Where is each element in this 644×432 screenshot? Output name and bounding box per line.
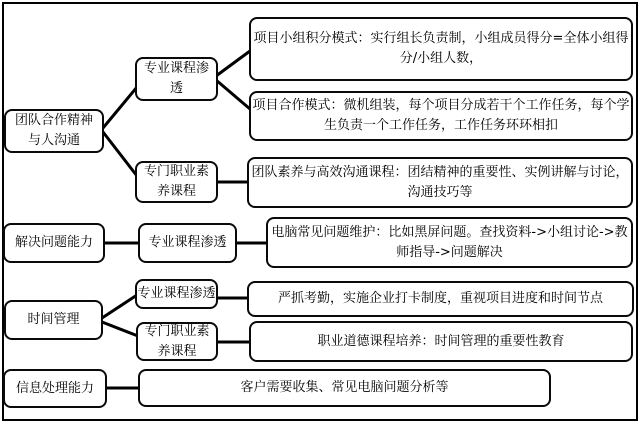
connector-time-to-quality xyxy=(102,322,138,336)
node-label-line: 团队合作精神 xyxy=(14,113,93,128)
node-detail-cooperation-mode: 项目合作模式：微机组装，每个项目分成若干个工作任务，每个学生负责一个工作任务，工作任务环环相扣 xyxy=(249,91,633,141)
node-detail-team-course: 团队素养与高效沟通课程：团结精神的重要性、实例讲解与讨论，沟通技巧等 xyxy=(247,157,633,208)
node-time-course-infiltration: 专业课程渗透 xyxy=(135,279,218,309)
node-info-processing-competency: 信息处理能力 xyxy=(3,369,107,408)
node-problem-course-infiltration: 专业课程渗透 xyxy=(138,223,237,263)
node-time-professional-quality xyxy=(136,322,218,361)
node-teamwork-course-infiltration xyxy=(135,57,218,101)
node-teamwork-competency xyxy=(4,109,104,153)
node-detail-points-mode: 项目小组积分模式：实行组长负责制，小组成员得分=全体小组得分/小组人数， xyxy=(249,17,633,81)
node-detail-ethics-course: 职业道德课程培养：时间管理的重要性教育 xyxy=(249,321,633,362)
node-label-line: 专门职业素 xyxy=(144,323,210,339)
node-problem-solving-competency: 解决问题能力 xyxy=(3,223,105,263)
node-detail-attendance: 严抓考勤，实施企业打卡制度，重视项目进度和时间节点 xyxy=(247,281,634,317)
node-label-line: 专门职业素 xyxy=(143,164,209,179)
node-label-line: 专业课程渗 xyxy=(143,61,209,76)
node-label-line: 养课程 xyxy=(157,343,197,359)
node-detail-computer-maintenance: 电脑常见问题维护：比如黑屏问题。查找资料->小组讨论->教师指导->问题解决 xyxy=(266,217,633,268)
connector-teamwork-to-infiltration xyxy=(103,87,137,128)
node-time-management-competency: 时间管理 xyxy=(4,300,103,340)
connector-infiltration-to-cooperation xyxy=(216,80,250,109)
node-teamwork-professional-quality xyxy=(135,161,218,203)
node-detail-customer-needs: 客户需要收集、常见电脑问题分析等 xyxy=(138,369,551,407)
connector-teamwork-to-quality xyxy=(103,132,137,176)
node-label-line: 透 xyxy=(169,81,183,96)
node-label-line: 与人沟通 xyxy=(27,133,80,148)
connector-time-to-infiltration xyxy=(102,295,137,318)
node-label-line: 养课程 xyxy=(156,184,196,199)
connector-infiltration-to-points xyxy=(216,51,250,76)
